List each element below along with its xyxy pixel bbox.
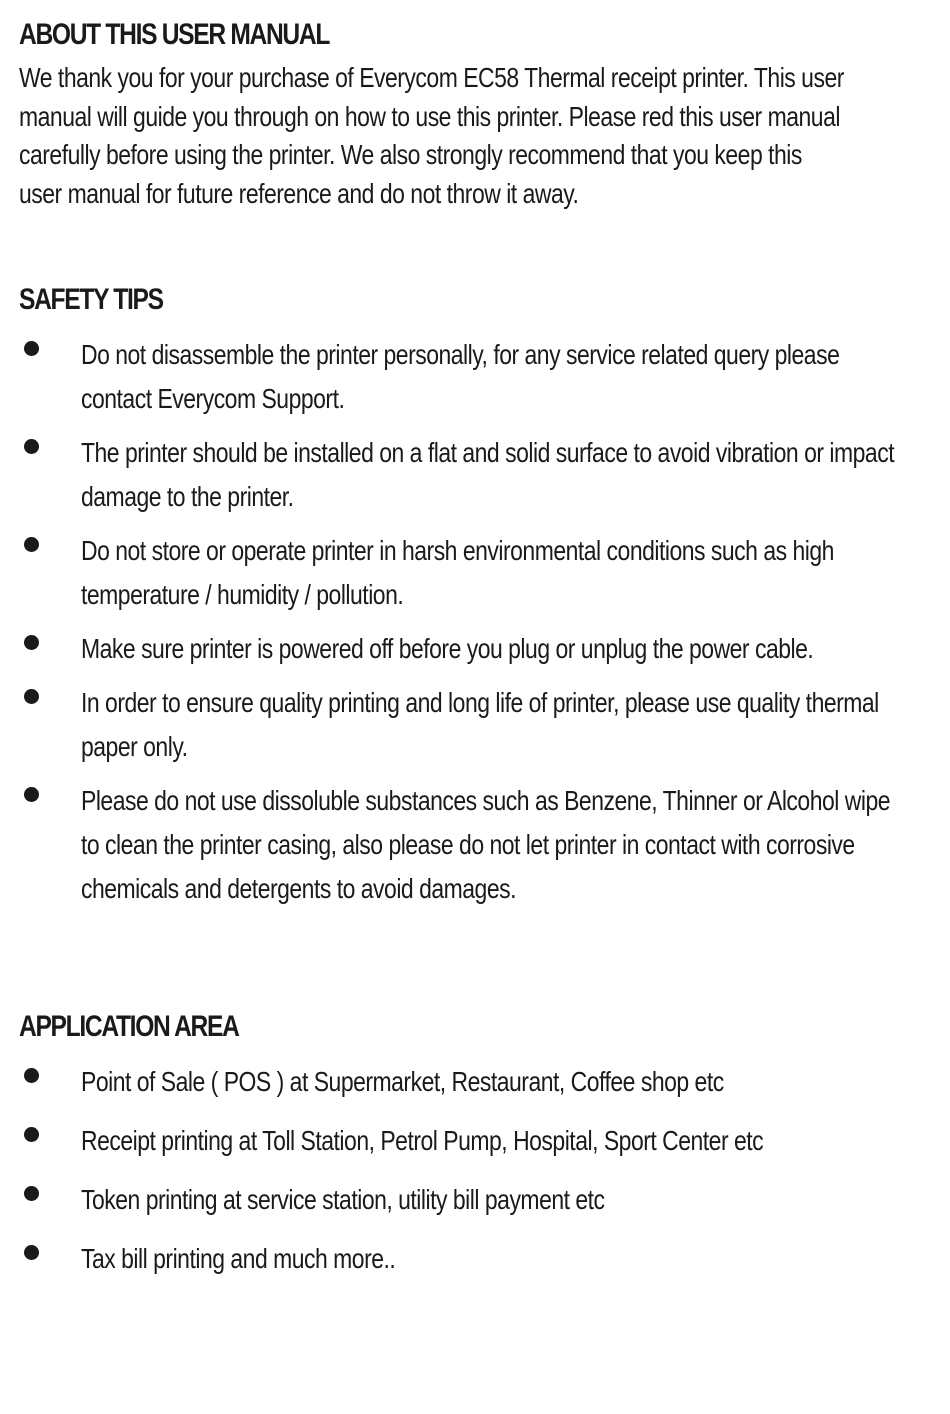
bullet-icon xyxy=(24,635,39,650)
bullet-icon xyxy=(24,1068,39,1083)
list-item xyxy=(0,333,950,421)
bullet-icon xyxy=(24,689,39,704)
list-item xyxy=(0,1060,950,1123)
about-heading: ABOUT THIS USER MANUAL xyxy=(19,18,330,51)
bullet-icon xyxy=(24,537,39,552)
application-item-text: Receipt printing at Toll Station, Petrol Pump, Hospital, Sport Center etc xyxy=(81,1125,764,1156)
list-item xyxy=(0,1119,950,1182)
safety-tip-text: The printer should be installed on a flat and solid surface to avoid vibration or impact damage to the printer. xyxy=(81,437,895,512)
list-item xyxy=(0,529,950,617)
list-item xyxy=(0,1178,950,1241)
safety-heading: SAFETY TIPS xyxy=(19,283,163,316)
safety-tip-text: Do not disassemble the printer personally, for any service related query please contact Everycom Support. xyxy=(81,339,840,414)
bullet-icon xyxy=(24,341,39,356)
safety-tip-text: Please do not use dissoluble substances such as Benzene, Thinner or Alcohol wipe to clean the printer casing, also please do not let printer in contact with corrosive chemicals and detergents to avoid damages. xyxy=(81,785,891,904)
list-item xyxy=(0,681,950,769)
bullet-icon xyxy=(24,439,39,454)
bullet-icon xyxy=(24,787,39,802)
list-item xyxy=(0,779,950,911)
list-item xyxy=(0,431,950,519)
safety-tips-list xyxy=(0,337,950,925)
bullet-icon xyxy=(24,1245,39,1260)
bullet-icon xyxy=(24,1127,39,1142)
safety-tip-text: Make sure printer is powered off before you plug or unplug the power cable. xyxy=(81,633,814,664)
list-item xyxy=(0,627,950,671)
application-item-text: Point of Sale ( POS ) at Supermarket, Restaurant, Coffee shop etc xyxy=(81,1066,724,1097)
list-item xyxy=(0,1237,950,1300)
application-item-text: Token printing at service station, utility bill payment etc xyxy=(81,1184,605,1215)
about-paragraph: We thank you for your purchase of Everycom EC58 Thermal receipt printer. This user manual will guide you through on how to use this printer. Please red this user manual carefully before using the printer. We also strongly recommend that you keep this user manual for future reference and do not throw it away. xyxy=(19,62,844,209)
bullet-icon xyxy=(24,1186,39,1201)
safety-tip-text: Do not store or operate printer in harsh environmental conditions such as high temperature / humidity / pollution. xyxy=(81,535,834,610)
application-area-list xyxy=(0,1064,950,1300)
safety-tip-text: In order to ensure quality printing and long life of printer, please use quality thermal paper only. xyxy=(81,687,879,762)
application-item-text: Tax bill printing and much more.. xyxy=(81,1243,396,1274)
application-heading: APPLICATION AREA xyxy=(19,1010,239,1043)
